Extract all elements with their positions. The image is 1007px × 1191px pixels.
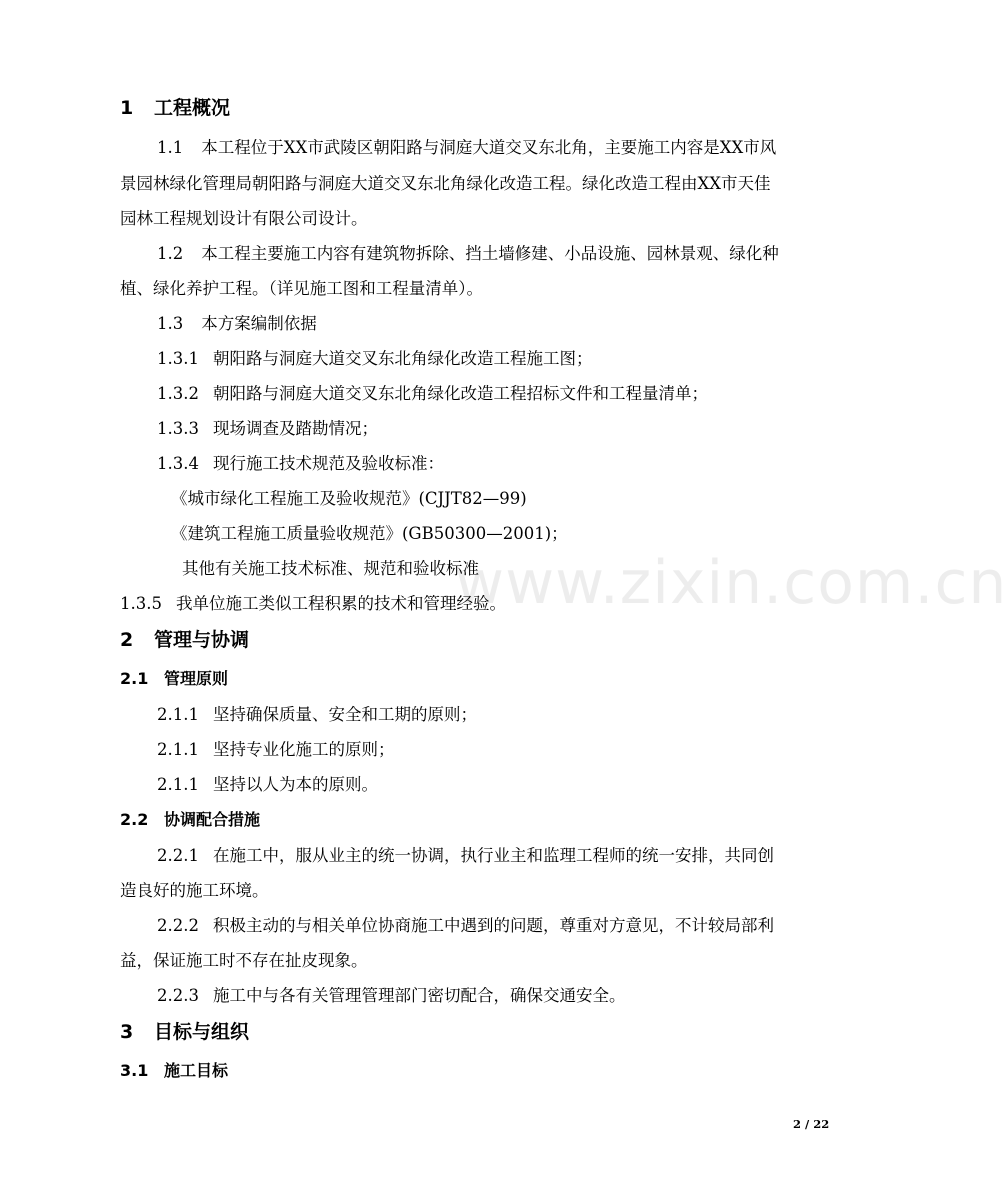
- standard-1: 《城市绿化工程施工及验收规范》(CJJT82—99): [171, 489, 527, 508]
- paragraph-2-2-1-line-1: [157, 846, 774, 866]
- watermark: www.zixin.com.cn: [455, 548, 1007, 618]
- section-number: 2: [120, 629, 134, 651]
- item-text: 坚持以人为本的原则。: [212, 775, 378, 794]
- paragraph-1-3-4: [157, 454, 444, 474]
- paragraph-text: 本方案编制依据: [201, 314, 317, 333]
- paragraph-2-2-1-line-2: 造良好的施工环境。: [120, 881, 269, 900]
- paragraph-1-1-line-1: [157, 138, 776, 158]
- paragraph-number: 1.2: [157, 244, 184, 263]
- page-number: 2 / 22: [793, 1117, 830, 1131]
- section-title: 管理与协调: [154, 629, 250, 651]
- item-text: 坚持确保质量、安全和工期的原则；: [212, 705, 477, 724]
- standard-2: 《建筑工程施工质量验收规范》(GB50300—2001)；: [171, 524, 568, 543]
- section-title: 工程概况: [154, 97, 231, 119]
- subsection-number: 2.1: [120, 669, 149, 688]
- paragraph-1-2-line-1: [157, 244, 779, 264]
- paragraph-1-1-line-3: 园林工程规划设计有限公司设计。: [120, 209, 368, 228]
- section-number: 1: [120, 97, 134, 119]
- paragraph-1-3-5: [120, 594, 506, 614]
- section-2-heading: [120, 630, 249, 650]
- subsection-number: 2.2: [120, 810, 149, 829]
- section-number: 3: [120, 1021, 134, 1043]
- paragraph-number: 1.3.4: [157, 454, 199, 473]
- subsection-title: 施工目标: [164, 1061, 229, 1080]
- paragraph-text: 本工程位于XX市武陵区朝阳路与洞庭大道交叉东北角，主要施工内容是XX市风: [201, 138, 777, 157]
- item-number: 2.1.1: [157, 775, 199, 794]
- paragraph-text: 朝阳路与洞庭大道交叉东北角绿化改造工程招标文件和工程量清单；: [212, 384, 708, 403]
- paragraph-number: 2.2.1: [157, 846, 199, 865]
- subsection-number: 3.1: [120, 1061, 149, 1080]
- paragraph-1-2-line-2: 植、绿化养护工程。（详见施工图和工程量清单）。: [120, 279, 483, 298]
- paragraph-number: 1.3.3: [157, 419, 199, 438]
- paragraph-1-1-line-2: 景园林绿化管理局朝阳路与洞庭大道交叉东北角绿化改造工程。绿化改造工程由XX市天佳: [120, 174, 771, 193]
- paragraph-1-3-3: [157, 419, 378, 439]
- item-number: 2.1.1: [157, 740, 199, 759]
- subsection-title: 管理原则: [164, 669, 229, 688]
- paragraph-number: 1.3: [157, 314, 184, 333]
- paragraph-text: 现行施工技术规范及验收标准：: [212, 454, 444, 473]
- list-item: [157, 740, 394, 760]
- paragraph-text: 施工中与各有关管理管理部门密切配合，确保交通安全。: [212, 986, 626, 1005]
- list-item: [157, 705, 477, 725]
- paragraph-text: 现场调查及踏勘情况；: [212, 419, 378, 438]
- paragraph-text: 在施工中，服从业主的统一协调，执行业主和监理工程师的统一安排，共同创: [212, 846, 774, 865]
- section-title: 目标与组织: [154, 1021, 250, 1043]
- paragraph-text: 朝阳路与洞庭大道交叉东北角绿化改造工程施工图；: [212, 349, 593, 368]
- paragraph-text: 我单位施工类似工程积累的技术和管理经验。: [175, 594, 506, 613]
- paragraph-1-3-1: [157, 349, 592, 369]
- paragraph-2-2-2-line-2: 益，保证施工时不存在扯皮现象。: [120, 951, 368, 970]
- paragraph-number: 2.2.3: [157, 986, 199, 1005]
- section-3-heading: [120, 1022, 249, 1042]
- item-number: 2.1.1: [157, 705, 199, 724]
- paragraph-number: 1.1: [157, 138, 184, 157]
- paragraph-number: 2.2.2: [157, 916, 199, 935]
- list-item: [157, 775, 378, 795]
- paragraph-2-2-2-line-1: [157, 916, 774, 936]
- item-text: 坚持专业化施工的原则；: [212, 740, 395, 759]
- subsection-2-1-heading: [120, 669, 228, 689]
- paragraph-2-2-3: [157, 986, 625, 1006]
- paragraph-number: 1.3.2: [157, 384, 199, 403]
- subsection-2-2-heading: [120, 810, 260, 830]
- section-1-heading: [120, 98, 230, 118]
- paragraph-1-3: [157, 314, 317, 334]
- subsection-title: 协调配合措施: [164, 810, 261, 829]
- standard-3: 其他有关施工技术标准、规范和验收标准: [182, 559, 479, 578]
- paragraph-1-3-2: [157, 384, 708, 404]
- subsection-3-1-heading: [120, 1061, 228, 1081]
- paragraph-text: 本工程主要施工内容有建筑物拆除、挡土墙修建、小品设施、园林景观、绿化种: [201, 244, 779, 263]
- paragraph-number: 1.3.1: [157, 349, 199, 368]
- paragraph-text: 积极主动的与相关单位协商施工中遇到的问题，尊重对方意见，不计较局部利: [212, 916, 774, 935]
- paragraph-number: 1.3.5: [120, 594, 162, 613]
